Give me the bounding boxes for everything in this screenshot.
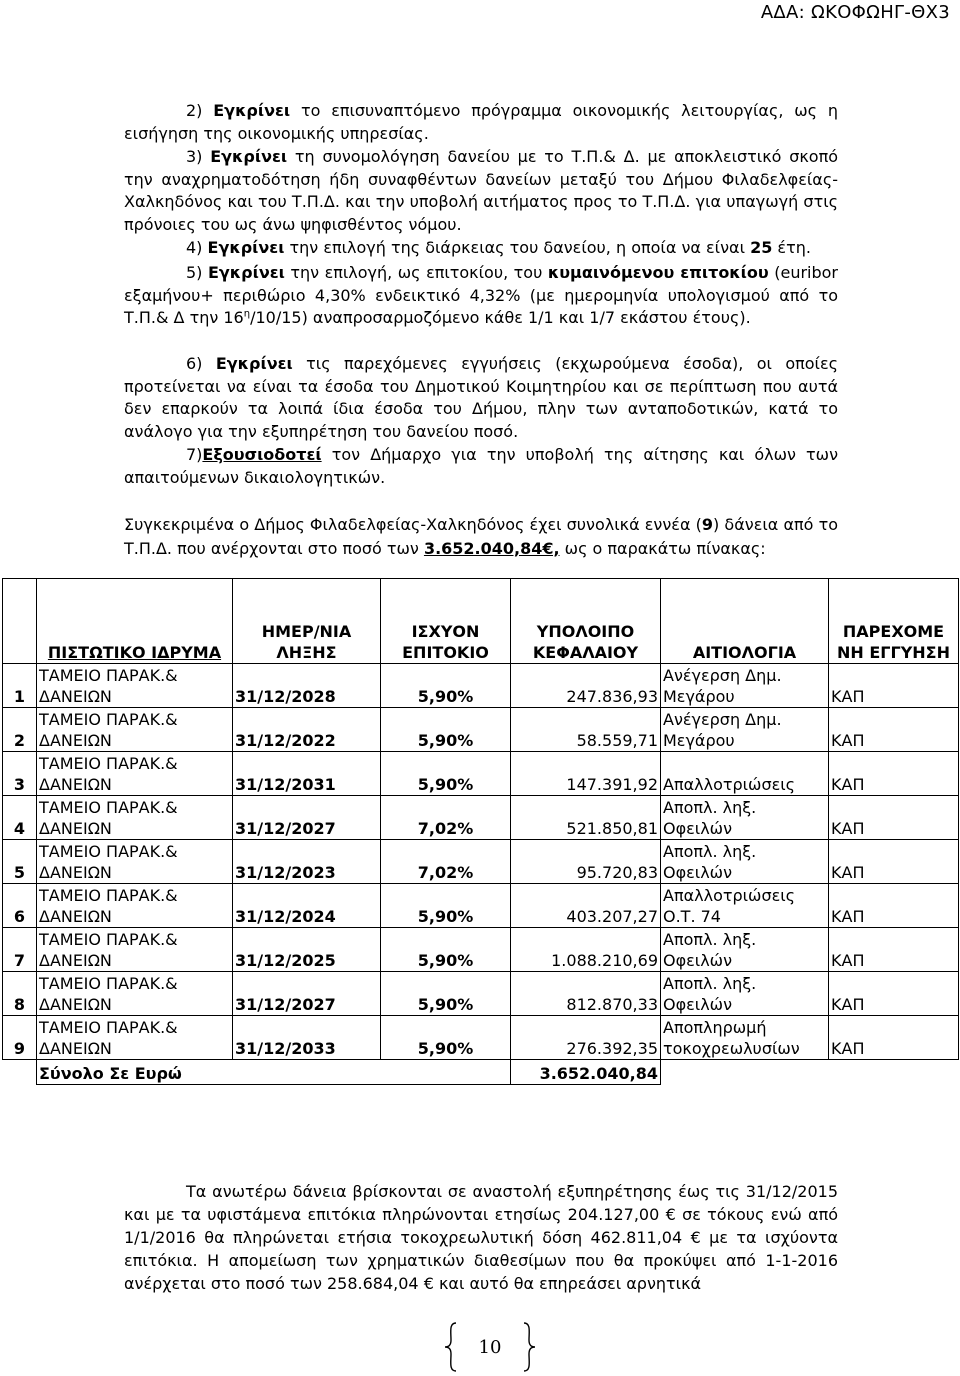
decision-item-7: 7)Εξουσιοδοτεί τον Δήμαρχο για την υποβολή της αίτησης και όλων των απαιτούμενων δικαιολογητικών. [124, 445, 838, 487]
row-purpose: Αποπλ. ληξ. Οφειλών [661, 840, 829, 884]
page-number: 10 [440, 1322, 540, 1372]
row-maturity: 31/12/2027 [233, 972, 381, 1016]
row-rate: 5,90% [381, 928, 511, 972]
row-purpose: Αποπλ. ληξ. Οφειλών [661, 796, 829, 840]
row-rate: 5,90% [381, 884, 511, 928]
row-guarantee: ΚΑΠ [829, 972, 959, 1016]
row-number: 2 [3, 708, 37, 752]
row-number: 9 [3, 1016, 37, 1060]
row-balance: 1.088.210,69 [511, 928, 661, 972]
left-brace-icon [444, 1322, 458, 1372]
table-row [3, 928, 959, 972]
row-balance: 521.850,81 [511, 796, 661, 840]
row-lender: ΤΑΜΕΙΟ ΠΑΡΑΚ.& ΔΑΝΕΙΩΝ [37, 884, 233, 928]
row-lender: ΤΑΜΕΙΟ ΠΑΡΑΚ.& ΔΑΝΕΙΩΝ [37, 796, 233, 840]
row-guarantee: ΚΑΠ [829, 796, 959, 840]
row-lender: ΤΑΜΕΙΟ ΠΑΡΑΚ.& ΔΑΝΕΙΩΝ [37, 840, 233, 884]
decision-item-2: 2) Εγκρίνει το επισυναπτόμενο πρόγραμμα οικονομικής λειτουργίας, ως η εισήγηση της οικονομικής υπηρεσίας. [124, 101, 838, 143]
row-balance: 276.392,35 [511, 1016, 661, 1060]
row-balance: 812.870,33 [511, 972, 661, 1016]
row-rate: 5,90% [381, 752, 511, 796]
header-rate: ΙΣΧΥΟΝ ΕΠΙΤΟΚΙΟ [381, 579, 511, 664]
row-rate: 5,90% [381, 1016, 511, 1060]
row-balance: 95.720,83 [511, 840, 661, 884]
decision-item-3: 3) Εγκρίνει τη συνομολόγηση δανείου με το Τ.Π.& Δ. με αποκλειστικό σκοπό την αναχρηματοδότηση ήδη συναφθέντων δανείων μεταξύ του Δήμου Φιλαδελφείας-Χαλκηδόνος και του Τ.Π.Δ. και την υποβολή αιτήματος προς το Τ.Π.Δ. για υπαγωγή στις πρόνοιες του ως άνω ψηφισθέντος νόμου. [124, 147, 838, 234]
row-purpose: Ανέγερση Δημ. Μεγάρου [661, 664, 829, 708]
row-guarantee: ΚΑΠ [829, 752, 959, 796]
decision-item-6: 6) Εγκρίνει τις παρεχόμενες εγγυήσεις (εκχωρούμενα έσοδα), οι οποίες προτείνεται να είναι τα έσοδα του Δημοτικού Κοιμητηρίου και σε περίπτωση που αυτά δεν επαρκούν τα λοιπά ίδια έσοδα του Δήμου, πλην των ανταποδοτικών, κατά το ανάλογο για την εξυπηρέτηση του δανείου ποσό. [124, 354, 838, 441]
table-header-row [3, 579, 959, 664]
total-amount: 3.652.040,84€, [423, 538, 560, 558]
row-guarantee: ΚΑΠ [829, 840, 959, 884]
closing-paragraph: Τα ανωτέρω δάνεια βρίσκονται σε αναστολή εξυπηρέτησης έως τις 31/12/2015 και με τα υφιστάμενα επιτόκια πληρώνονται ετησίως 204.127,00 € σε τόκους ενώ από 1/1/2016 θα πληρώνεται ετήσια τοκοχρεωλυτική δόση 462.811,04 € με τα ισχύοντα επιτόκια. Η απομείωση των χρηματικών διαθεσίμων που θα προκύψει από 1-1-2016 ανέρχεται στο ποσό των 258.684,04 € και αυτό θα επηρεάσει αρνητικά [124, 1182, 838, 1293]
row-balance: 58.559,71 [511, 708, 661, 752]
row-balance: 247.836,93 [511, 664, 661, 708]
row-maturity: 31/12/2024 [233, 884, 381, 928]
decision-item-5: 5) Εγκρίνει την επιλογή, ως επιτοκίου, του κυμαινόμενου επιτοκίου (euribor εξαμήνου+ περιθώριο 4,30% ενδεικτικό 4,32% (με ημερομηνία υπολογισμού από το Τ.Π.& Δ την $16^\eta/10/15$) αναπροσαρμοζόμενο κάθε 1/1 και 1/7 εκάστου έτους). [124, 263, 839, 328]
header-balance: ΥΠΟΛΟΙΠΟ ΚΕΦΑΛΑΙΟΥ [511, 579, 661, 664]
row-purpose: Απαλλοτριώσεις Ο.Τ. 74 [661, 884, 829, 928]
header-guarantee: ΠΑΡΕΧΟΜΕ ΝΗ ΕΓΓΥΗΣΗ [829, 579, 959, 664]
row-lender: ΤΑΜΕΙΟ ΠΑΡΑΚ.& ΔΑΝΕΙΩΝ [37, 928, 233, 972]
row-number: 5 [3, 840, 37, 884]
row-guarantee: ΚΑΠ [829, 1016, 959, 1060]
row-guarantee: ΚΑΠ [829, 884, 959, 928]
header-maturity: ΗΜΕΡ/ΝΙΑ ΛΗΞΗΣ [233, 579, 381, 664]
row-balance: 147.391,92 [511, 752, 661, 796]
row-purpose: Αποπλ. ληξ. Οφειλών [661, 928, 829, 972]
item-verb: Εγκρίνει [207, 263, 285, 282]
table-row [3, 664, 959, 708]
table-row [3, 708, 959, 752]
row-guarantee: ΚΑΠ [829, 928, 959, 972]
row-number: 6 [3, 884, 37, 928]
row-lender: ΤΑΜΕΙΟ ΠΑΡΑΚ.& ΔΑΝΕΙΩΝ [37, 708, 233, 752]
row-guarantee: ΚΑΠ [829, 664, 959, 708]
item-verb: Εγκρίνει [215, 354, 293, 373]
table-row [3, 796, 959, 840]
row-number: 3 [3, 752, 37, 796]
row-maturity: 31/12/2025 [233, 928, 381, 972]
item-verb: Εξουσιοδοτεί [202, 445, 322, 464]
total-value: 3.652.040,84 [511, 1060, 661, 1085]
header-lender: ΠΙΣΤΩΤΙΚΟ ΙΔΡΥΜΑ [37, 579, 233, 664]
row-number: 1 [3, 664, 37, 708]
row-rate: 5,90% [381, 972, 511, 1016]
loans-table [2, 578, 959, 1085]
row-lender: ΤΑΜΕΙΟ ΠΑΡΑΚ.& ΔΑΝΕΙΩΝ [37, 664, 233, 708]
row-rate: 7,02% [381, 796, 511, 840]
total-row [3, 1060, 959, 1085]
right-brace-icon [522, 1322, 536, 1372]
header-number [3, 579, 37, 664]
decision-item-4: 4) Εγκρίνει την επιλογή της διάρκειας του δανείου, η οποία να είναι 25 έτη. [186, 238, 811, 257]
row-maturity: 31/12/2027 [233, 796, 381, 840]
row-purpose: Ανέγερση Δημ. Μεγάρου [661, 708, 829, 752]
row-maturity: 31/12/2028 [233, 664, 381, 708]
table-row [3, 1016, 959, 1060]
item-verb: Εγκρίνει [213, 101, 291, 120]
loans-summary: Συγκεκριμένα ο Δήμος Φιλαδελφείας-Χαλκηδόνος έχει συνολικά εννέα (9) δάνεια από το Τ.Π.Δ. που ανέρχονται στο ποσό των 3.652.040,84€, ως ο παρακάτω πίνακας: [124, 515, 838, 558]
row-maturity: 31/12/2033 [233, 1016, 381, 1060]
row-purpose: Αποπλ. ληξ. Οφειλών [661, 972, 829, 1016]
item-verb: Εγκρίνει [207, 238, 285, 257]
row-rate: 5,90% [381, 708, 511, 752]
table-row [3, 840, 959, 884]
row-maturity: 31/12/2031 [233, 752, 381, 796]
row-number: 8 [3, 972, 37, 1016]
row-balance: 403.207,27 [511, 884, 661, 928]
table-row [3, 752, 959, 796]
row-rate: 5,90% [381, 664, 511, 708]
row-number: 7 [3, 928, 37, 972]
total-label: Σύνολο Σε Ευρώ [37, 1060, 511, 1085]
row-maturity: 31/12/2022 [233, 708, 381, 752]
row-rate: 7,02% [381, 840, 511, 884]
row-lender: ΤΑΜΕΙΟ ΠΑΡΑΚ.& ΔΑΝΕΙΩΝ [37, 972, 233, 1016]
row-lender: ΤΑΜΕΙΟ ΠΑΡΑΚ.& ΔΑΝΕΙΩΝ [37, 752, 233, 796]
table-row [3, 884, 959, 928]
header-purpose: ΑΙΤΙΟΛΟΓΙΑ [661, 579, 829, 664]
item-verb: Εγκρίνει [210, 147, 288, 166]
row-maturity: 31/12/2023 [233, 840, 381, 884]
row-number: 4 [3, 796, 37, 840]
row-guarantee: ΚΑΠ [829, 708, 959, 752]
table-row [3, 972, 959, 1016]
document-code: ΑΔΑ: ΩΚΟΦΩΗΓ-ΘΧ3 [760, 2, 950, 23]
row-lender: ΤΑΜΕΙΟ ΠΑΡΑΚ.& ΔΑΝΕΙΩΝ [37, 1016, 233, 1060]
row-purpose: Αποπληρωμή τοκοχρεωλυσίων [661, 1016, 829, 1060]
row-purpose: Απαλλοτριώσεις [661, 752, 829, 796]
